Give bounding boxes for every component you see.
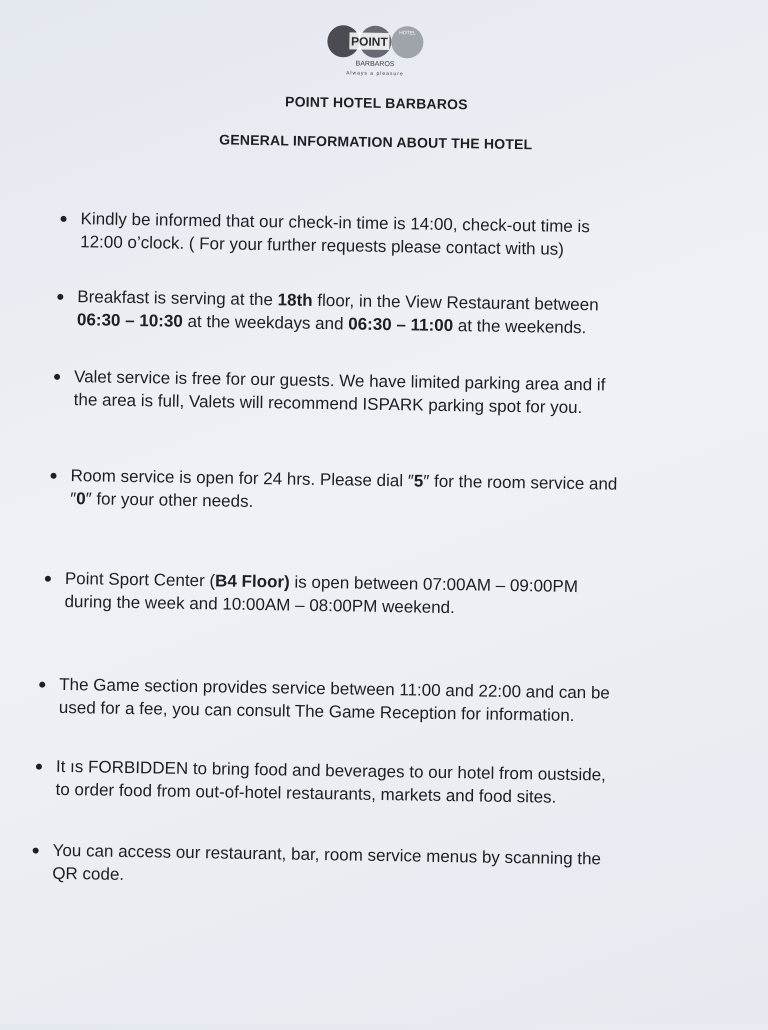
bullet-dot [57, 294, 63, 300]
logo-graphic [325, 21, 436, 79]
item-text-bold: 5 [413, 471, 424, 491]
item-text-line: 12:00 o’clock. ( For your further requests please contact with us) [80, 232, 565, 259]
bullet-dot [50, 473, 56, 479]
list-item-checkin [80, 207, 731, 263]
bullet-dot [54, 374, 60, 380]
page-title: POINT HOTEL BARBAROS [284, 93, 468, 113]
item-text-bold: 0 [76, 489, 86, 509]
list-item-room-service [70, 464, 721, 520]
bullet-dot [36, 764, 42, 770]
item-text-line: the area is full, Valets will recommend ISPARK parking spot for you. [73, 390, 583, 418]
item-text-line: during the week and 10:00AM – 08:00PM weekend. [64, 591, 455, 618]
logo-location-text: BARBAROS [355, 60, 395, 69]
item-text: ″ for your other needs. [85, 489, 254, 511]
item-text-line: used for a fee, you can consult The Game Reception for information. [58, 697, 575, 726]
list-item-game-section [59, 673, 710, 729]
logo-small-text: HOTEL [399, 30, 416, 37]
list-item-food-policy [55, 755, 706, 811]
bullet-dot [33, 848, 39, 854]
item-text: ″ for the room service and [423, 471, 618, 494]
item-text: floor, in the View Restaurant between [312, 290, 599, 315]
page-subtitle: GENERAL INFORMATION ABOUT THE HOTEL [219, 131, 533, 153]
item-text-bold: 06:30 – 11:00 [348, 314, 454, 336]
list-item-sport-center [64, 567, 715, 623]
item-text-line: QR code. [52, 863, 125, 884]
item-text-bold: 06:30 – 10:30 [76, 310, 183, 331]
hotel-logo [325, 21, 436, 79]
bullet-dot [45, 576, 51, 582]
item-text: is open between 07:00AM – 09:00PM [289, 572, 579, 597]
item-text-line: The Game section provides service between 11:00 and 22:00 and can be [59, 674, 610, 703]
item-text: Point Sport Center ( [64, 568, 216, 591]
logo-brand-text: POINT [350, 34, 388, 49]
item-text: at the weekends. [452, 316, 587, 338]
bullet-dot [61, 216, 67, 222]
item-text-line: It ıs FORBIDDEN to bring food and beverages to our hotel from oustside, [55, 756, 606, 785]
item-text-line: Kindly be informed that our check-in time is 14:00, check-out time is [80, 209, 590, 237]
bullet-dot [39, 682, 45, 688]
list-item-valet [74, 365, 725, 421]
list-item-breakfast [77, 285, 728, 341]
item-text: at the weekdays and [182, 311, 349, 334]
item-text-line: Valet service is free for our guests. We have limited parking area and if [73, 367, 606, 395]
item-text-line: to order food from out-of-hotel restaurants, markets and food sites. [55, 779, 557, 807]
item-text: ″ [70, 489, 77, 509]
list-item-qr-menu [52, 839, 703, 895]
item-text-line: You can access our restaurant, bar, room service menus by scanning the [52, 840, 602, 869]
item-text: Room service is open for 24 hrs. Please dial ″ [70, 466, 414, 491]
item-text: Breakfast is serving at the [77, 287, 278, 310]
logo-tagline-text: Always a pleasure [346, 70, 404, 78]
item-text-bold: 18th [277, 290, 313, 310]
item-text-bold: B4 Floor) [214, 571, 290, 592]
